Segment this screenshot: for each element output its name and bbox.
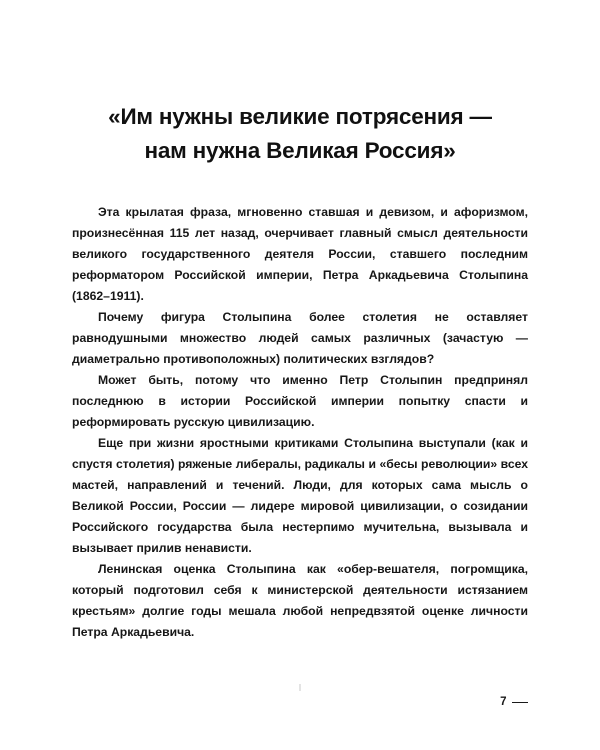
body-text xyxy=(72,202,528,643)
page-number xyxy=(500,696,528,708)
paragraph: Ленинская оценка Столыпина как «обер-вешателя, погромщика, который подготовил себя к министерской деятельности истязанием крестьям» долгие годы мешала любой непредвзятой оценке личности Петра Аркадьевича. xyxy=(72,562,528,640)
page-title-line-1: «Им нужны великие потрясения — xyxy=(108,104,492,129)
page-number-value: 7 xyxy=(500,696,507,708)
page-title-line-2: нам нужна Великая Россия» xyxy=(144,138,456,164)
center-tick-mark xyxy=(300,684,301,691)
page-number-rule xyxy=(512,702,528,703)
paragraph: Эта крылатая фраза, мгновенно ставшая и девизом, и афоризмом, произнесённая 115 лет назад, очерчивает главный смысл деятельности великого государственного деятеля России, ставшего последним реформатором Российской империи, Петра Аркадьевича Столыпина (1862–1911). xyxy=(72,205,528,304)
paragraph: Почему фигура Столыпина более столетия не оставляет равнодушными множество людей самых различных (зачастую — диаметрально противоположных) политических взглядов? xyxy=(72,310,528,367)
page-footer xyxy=(0,696,600,708)
paragraph: Может быть, потому что именно Петр Столыпин предпринял последнюю в истории Российской империи попытку спасти и реформировать русскую цивилизацию. xyxy=(72,373,528,430)
page-title xyxy=(72,0,528,168)
paragraph: Еще при жизни яростными критиками Столыпина выступали (как и спустя столетия) ряженые либералы, радикалы и «бесы революции» всех мастей, направлений и течений. Люди, для которых сама мысль о Великой России, России — лидере мировой цивилизации, о созидании Российского государства была нестерпимо мучительна, вызывала и вызывает прилив ненависти. xyxy=(72,436,528,556)
